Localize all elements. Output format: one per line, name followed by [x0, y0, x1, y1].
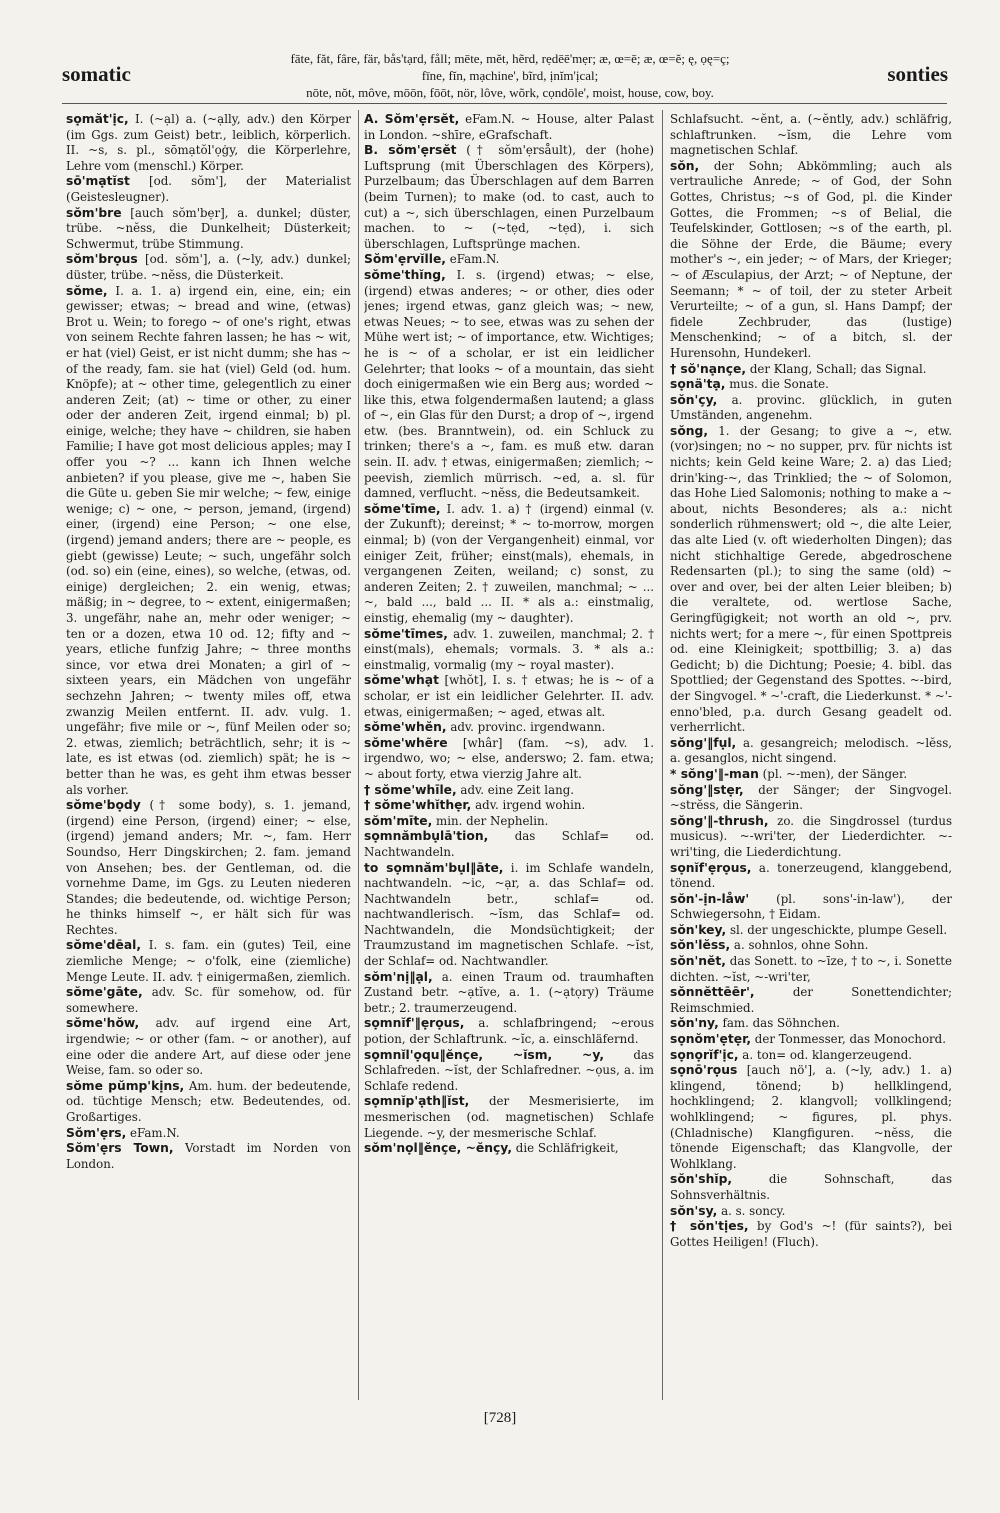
left-guide-word: somatic: [62, 62, 131, 86]
dictionary-entry: [66, 798, 351, 938]
entry-definition: die Sohnschaft, das Sohnsverhältnis.: [670, 1172, 952, 1202]
dictionary-entry: [670, 112, 952, 159]
dictionary-entry: [670, 1063, 952, 1172]
entry-headword: sọmnĭp'ạth‖ĭst,: [364, 1094, 470, 1109]
entry-definition: by God's ~! (für saints?), bei Gottes Heiligen! (Fluch).: [670, 1219, 952, 1249]
entry-definition: adv. eine Zeit lang.: [460, 782, 575, 797]
pronunciation-key: [200, 50, 820, 101]
entry-headword: Sŏm'ẹrvĭlle,: [364, 252, 446, 267]
entry-definition: das Schlafreden. ~ĭst, der Schlafredner. ~ọus, a. im Schlafe redend.: [364, 1047, 654, 1093]
entry-headword: sŏme'bọdy: [66, 798, 141, 813]
page-number: [728]: [483, 1410, 517, 1426]
dictionary-entry: [364, 783, 654, 799]
dictionary-entry: [670, 861, 952, 892]
dictionary-entry: [670, 923, 952, 939]
dictionary-entry: [670, 892, 952, 923]
entry-headword: † sŏme'whīle,: [364, 782, 457, 797]
dictionary-entry: [364, 1141, 654, 1157]
entry-definition: († sŏm'ẹrsåult), der (hohe) Luftsprung (mit Überschlagen des Körpers), Purzelbaum; das Überschlagen auf dem Barren (beim Turnen); to make (od. to cast, auch to cut) a ~, sich überschlagen, einen Purzelbaum machen. to ~ (~tẹd, ~tẹd), i. sich überschlagen, Luftsprünge machen.: [364, 143, 654, 251]
entry-headword: sọmnĭf'‖ẹrọus,: [364, 1016, 465, 1031]
entry-headword: † sŏme'whĭthẹr,: [364, 798, 472, 813]
entry-definition: adv. auf irgend eine Art, irgendwie; ~ or other (fam. ~ or another), auf eine oder die andere Art, auf diese oder jene Weise, fam. so oder so.: [66, 1016, 351, 1078]
entry-definition: [od. sŏm'], a. (~ly, adv.) dunkel; düster, trübe. ~nĕss, die Düsterkeit.: [66, 252, 351, 282]
entry-headword: sŏn'ny,: [670, 1016, 719, 1031]
right-guide-word: sonties: [887, 62, 948, 86]
dictionary-entry: [670, 1204, 952, 1220]
dictionary-entry: [670, 938, 952, 954]
entry-headword: sŏme pŭmp'kịns,: [66, 1078, 185, 1093]
entry-headword: sŏn'nĕt,: [670, 954, 726, 969]
column-1: [66, 112, 351, 1402]
dictionary-entry: [66, 112, 351, 174]
column-3: [670, 112, 952, 1402]
entry-headword: sŏme'gāte,: [66, 985, 143, 1000]
dictionary-entry: [670, 767, 952, 783]
entry-definition: das Schlaf= od. Nachtwandeln.: [364, 829, 654, 859]
entry-headword: * sŏng'‖-man: [670, 766, 759, 781]
pronunciation-key-line: fīne, fĭn, mạchine', bĩrd, ịnĭm'ịcal;: [421, 68, 599, 83]
entry-headword: sŏm'mīte,: [364, 813, 433, 828]
entry-headword: sọnọrĭf'ịc,: [670, 1047, 739, 1062]
entry-definition: [whâr] (fam. ~s), adv. 1. irgendwo, wo; ~ else, anderswo; 2. fam. etwa; ~ about forty, etwa vierzig Jahre alt.: [364, 735, 654, 781]
entry-definition: adv. Sc. für somehow, od. für somewhere.: [66, 985, 351, 1015]
dictionary-entry: [670, 1016, 952, 1032]
entry-headword: sŏng'‖-thrush,: [670, 813, 769, 828]
entry-definition: der Sonettendichter; Reimschmied.: [670, 985, 952, 1015]
entry-definition: der Mesmerisierte, im mesmerischen (od. magnetischen) Schlafe Liegende. ~y, der mesmerische Schlaf.: [364, 1094, 654, 1140]
dictionary-entry: [66, 1126, 351, 1142]
entry-definition: der Sänger; der Singvogel. ~strĕss, die Sängerin.: [670, 782, 952, 813]
entry-headword: † sŏ'nạnçe,: [670, 361, 747, 376]
dictionary-entry: [66, 1141, 351, 1172]
dictionary-entry: [670, 814, 952, 861]
dictionary-entry: [670, 362, 952, 378]
entry-headword: sŏn'key,: [670, 922, 727, 937]
entry-definition: der Sohn; Abkömmling; auch als vertrauliche Anrede; ~ of God, der Sohn Gottes, Christus; ~s of God, pl. die Kinder Gottes, die Frommen; ~s of Belial, die Teufelskinder, Gottlosen; ~s of the earth, pl. die Söhne der Erde, die Bäume; every mother's ~, ein jeder; ~ of Mars, der Krieger; ~ of Æsculapius, der Arzt; ~ of Neptune, der Seemann; * ~ of toil, der zu steter Arbeit Verurteilte; ~ of a gun, sl. Hans Dampf; der fidele Zechbruder, das (lustige) Menschenkind; ~ of a bitch, sl. der Hurensohn, Hundekerl.: [670, 158, 952, 360]
dictionary-entry: [66, 252, 351, 283]
dictionary-entry: [66, 174, 351, 205]
entry-headword: sŏme'whĕn,: [364, 720, 447, 735]
dictionary-entry: [364, 720, 654, 736]
entry-definition: sl. der ungeschickte, plumpe Gesell.: [729, 922, 948, 937]
entry-headword: sŏn'-ịn-låw': [670, 891, 750, 906]
entry-definition: a. ton= od. klangerzeugend.: [742, 1047, 913, 1062]
dictionary-entry: [66, 284, 351, 799]
entry-headword: sŏn'çy,: [670, 392, 718, 407]
entry-headword: sŏm'nọl‖ĕnçe, ~ĕnçy,: [364, 1141, 513, 1156]
dictionary-entry: [364, 673, 654, 720]
entry-definition: zo. die Singdrossel (turdus musicus). ~-wri'ter, der Liederdichter. ~-wri'ting, die Liederdichtung.: [670, 813, 952, 859]
entry-definition: Vorstadt im Norden von London.: [66, 1141, 351, 1171]
entry-headword: sŏm'brọus: [66, 252, 138, 267]
dictionary-entry: [670, 377, 952, 393]
entry-definition: [auch nö'], a. (~ly, adv.) 1. a) klingend, tönend; b) hellklingend, hochklingend; 2. klangvoll; vollklingend; wohlklingend; ~ figures, pl. phys. (Chladnische) Klangfiguren. ~nĕss, die tönende Eigenschaft; das Klangvolle, der Wohlklang.: [670, 1063, 952, 1171]
entry-definition: I. a. 1. a) irgend ein, eine, ein; ein gewisser; etwas; ~ bread and wine, (etwas) Brot u. Wein; to forego ~ of one's right, etwas von seinem Rechte fahren lassen; he has ~ wit, er hat (viel) Geist, er ist nicht dumm; she has ~ of the ready, fam. sie hat (viel) Geld (od. hum. Knöpfe); at ~ other time, gelegentlich zu einer anderen Zeit; (at) ~ time or other, zu einer oder der anderen Zeit, irgend einmal; b) pl. einige, welche; they have ~ children, sie haben Familie; I have got most delicious apples; may I offer you ~? ... kann ich Ihnen welche anbieten? if you please, give me ~, haben Sie die Güte u. geben Sie mir welche; ~ few, einige wenige; c) ~ one, ~ person, jemand, (irgend) einer, (irgend) eine Person; ~ one else, (irgend) jemand anders; there are ~ people, es giebt (gewisse) Leute; ~ such, ungefähr solch (od. so) ein (eine, eines), so welche, (etwas, od. einige) dergleichen; 2. ein wenig, etwas; mäßig; in ~ degree, to ~ extent, einigermaßen; 3. ungefähr, nahe an, mehr oder weniger; ~ ten or a dozen, etwa 10 od. 12; fifty and ~ years, etliche funfzig Jahre; ~ three months since, vor etwa drei Monaten; a girl of ~ sixteen years, ein Mädchen von ungefähr sechzehn Jahren; ~ twenty miles off, etwa zwanzig Meilen entfernt. II. adv. vulg. 1. ungefähr; five mile or ~, fünf Meilen oder so; 2. etwas, ziemlich; beträchtlich, sehr; it is ~ late, es ist etwas (od. ziemlich) spät; he is ~ better than he was, es geht ihm etwas besser als vorher.: [66, 283, 351, 797]
entry-headword: sŏme'whạt: [364, 673, 439, 688]
pronunciation-key-line: nōte, nŏt, môve, mōōn, fōōt, nör, lôve, wõrk, cọndōle', moist, house, cow, boy.: [306, 85, 714, 100]
column-divider: [662, 110, 663, 1400]
entry-headword: sŏme'tīmes,: [364, 626, 448, 641]
entry-headword: sọmăt'ịc,: [66, 112, 129, 126]
dictionary-entry: [364, 1016, 654, 1047]
dictionary-entry: [66, 1016, 351, 1078]
entry-definition: [auch sŏm'bẹr], a. dunkel; düster, trübe. ~nĕss, die Dunkelheit; Düsterkeit; Schwermut, trübe Stimmung.: [66, 205, 351, 251]
dictionary-entry: [364, 798, 654, 814]
entry-definition: adv. irgend wohin.: [475, 798, 586, 813]
dictionary-entry: [364, 970, 654, 1017]
dictionary-entry: [364, 502, 654, 627]
entry-headword: sŏme'tīme,: [364, 501, 441, 516]
entry-definition: 1. der Gesang; to give a ~, etw. (vor)singen; no ~ no supper, prv. für nichts ist nichts; kein Geld keine Ware; 2. a) das Lied; drin'king-~, das Trinklied; the ~ of Solomon, das Hohe Lied Salomonis; nothing to make a ~ about, nichts Besonderes; als a.: nicht sonderlich rühmenswert; old ~, die alte Leier, das alte Lied (v. oft wiederholten Dingen); das nicht stichhaltige Gerede, abgedroschene Redensarten (pl.); to sing the same (old) ~ over and over, bei der alten Leier bleiben; b) die veraltete, od. wertlose Sache, Geringfügigkeit; not worth an old ~, prv. nichts wert; for a mere ~, für einen Spottpreis od. eine Kleinigkeit; spottbillig; 3. a) das Gedicht; b) die Dichtung; Poesie; 4. bibl. das Spottlied; der Gegenstand des Spottes. ~-bird, der Singvogel. * ~'-craft, die Liederkunst. * ~'-enno'bled, p.a. durch Gesang geadelt od. verherrlicht.: [670, 423, 952, 735]
entry-headword: B. sŏm'ẹrsĕt: [364, 143, 457, 158]
dictionary-entry: [670, 1032, 952, 1048]
dictionary-entry: [364, 112, 654, 143]
dictionary-entry: [364, 861, 654, 970]
entry-headword: sŏme'whẽre: [364, 735, 448, 750]
dictionary-entry: [670, 159, 952, 362]
dictionary-entry: [66, 206, 351, 253]
entry-headword: sŏm'bre: [66, 205, 122, 220]
entry-definition: a. sohnlos, ohne Sohn.: [733, 938, 869, 953]
entry-definition: min. der Nephelin.: [436, 813, 549, 828]
entry-headword: sŏn'sy,: [670, 1203, 718, 1218]
entry-definition: adv. 1. zuweilen, manchmal; 2. † einst(mals), ehemals; vormals. 3. * als a.: einstmalig, vormalig (my ~ royal master).: [364, 626, 654, 672]
entry-headword: sŏn'shĭp,: [670, 1172, 733, 1187]
entry-definition: mus. die Sonate.: [729, 377, 829, 392]
entry-definition: a. provinc. glücklich, in guten Umständen, angenehm.: [670, 392, 952, 423]
entry-definition: [whŏt], I. s. † etwas; he is ~ of a scholar, er ist ein leidlicher Gelehrter. II. adv. etwas, einigermaßen; ~ aged, etwas alt.: [364, 673, 654, 719]
entry-headword: sŏnnĕttēēr',: [670, 985, 755, 1000]
column-2: [364, 112, 654, 1402]
header-rule: [62, 103, 947, 104]
entry-headword: sŏng,: [670, 423, 708, 438]
dictionary-entry: [670, 954, 952, 985]
entry-headword: sŏme'dēal,: [66, 938, 142, 953]
dictionary-entry: [670, 1048, 952, 1064]
dictionary-entry: [364, 814, 654, 830]
dictionary-entry: [670, 985, 952, 1016]
dictionary-entry: [364, 627, 654, 674]
dictionary-entry: [670, 783, 952, 814]
entry-headword: sŏme,: [66, 283, 108, 298]
entry-definition: a. gesangreich; melodisch. ~lĕss, a. gesanglos, nicht singend.: [670, 735, 952, 766]
entry-headword: Sŏm'ẹrs Town,: [66, 1141, 174, 1156]
entry-definition: (pl. sons'-in-law'), der Schwiegersohn, † Eidam.: [670, 891, 952, 922]
entry-definition: der Klang, Schall; das Signal.: [749, 361, 927, 376]
entry-definition: I. s. fam. ein (gutes) Teil, eine ziemliche Menge; ~ o'folk, eine (ziemliche) Menge Leute. II. adv. † einigermaßen, ziemlich.: [66, 938, 351, 984]
entry-headword: sọnä'tạ,: [670, 377, 726, 392]
entry-headword: sŏng'‖stẹr,: [670, 782, 744, 797]
entry-headword: sọmnămbụlā'tion,: [364, 829, 489, 844]
dictionary-entry: [364, 829, 654, 860]
dictionary-entry: [364, 252, 654, 268]
dictionary-entry: [364, 736, 654, 783]
entry-definition: a. s. soncy.: [721, 1203, 786, 1218]
dictionary-entry: [670, 393, 952, 424]
entry-definition: adv. provinc. irgendwann.: [450, 720, 606, 735]
entry-headword: A. Sŏm'ẹrsĕt,: [364, 112, 460, 126]
entry-definition: das Sonett. to ~īze, † to ~, i. Sonette dichten. ~ĭst, ~-wri'ter,: [670, 954, 952, 984]
entry-definition: I. adv. 1. a) † (irgend) einmal (v. der Zukunft); dereinst; * ~ to-morrow, morgen einmal; b) (von der Vergangenheit) einmal, vor einiger Zeit, früher; einst(mals), ehemals, in vergangenen Zeiten, weiland; c) sonst, zu anderen Zeiten; 2. † zuweilen, manchmal; ~ ... ~, bald ..., bald ... II. * als a.: einstmalig, einstig, ehemalig (my ~ daughter).: [364, 501, 654, 625]
entry-headword: sŏng'‖fụl,: [670, 735, 737, 750]
entry-headword: sọnĭf'ẹrọus,: [670, 860, 752, 875]
entry-definition: a. schlafbringend; ~erous potion, der Schlaftrunk. ~ĭc, a. einschläfernd.: [364, 1016, 654, 1047]
dictionary-entry: [364, 1094, 654, 1141]
entry-headword: sŏme'hŏw,: [66, 1016, 140, 1031]
entry-definition: eFam.N.: [449, 252, 500, 267]
dictionary-entry: [364, 1048, 654, 1095]
entry-definition: I. s. (irgend) etwas; ~ else, (irgend) etwas anderes; ~ or other, dies oder jenes; irgend etwas, ganz gleich was; ~ new, etwas Neues; ~ to see, etwas was zu sehen der Mühe wert ist; ~ of importance, etw. Wichtiges; he is ~ of a scholar, er ist ein leidlicher Gelehrter; that looks ~ of a mountain, das sieht doch einigermaßen wie ein Berg aus; worded ~ like this, etwa folgendermaßen lautend; a glass of ~, ein Glas für den Durst; a drop of ~, irgend etw. (bes. Branntwein), od. ein Schluck zu trinken; there's a ~, fam. es muß etw. daran sein. II. adv. † etwas, einigermaßen; ziemlich; ~ peevish, ziemlich mürrisch. ~ed, a. sl. für damned, verflucht. ~nĕss, die Bedeutsamkeit.: [364, 267, 654, 501]
entry-headword: to sọmnăm'bụl‖āte,: [364, 860, 504, 875]
dictionary-entry: [364, 268, 654, 502]
dictionary-entry: [66, 1079, 351, 1126]
dictionary-entry: [670, 424, 952, 736]
entry-definition: Am. hum. der bedeutende, od. tüchtige Mensch; etw. Bedeutendes, od. Großartiges.: [66, 1078, 351, 1124]
entry-definition: i. im Schlafe wandeln, nachtwandeln. ~ic, ~ạr, a. das Schlaf= od. Nachtwandeln betr., schlaf= od. nachtwandlerisch. ~ĭsm, das Schlaf= od. Nachtwandeln, die Mondsüchtigkeit; der Traumzustand im magnetischen Schlafe. ~ĭst, der Schlaf= od. Nachtwandler.: [364, 860, 654, 969]
dictionary-entry: [670, 1219, 952, 1250]
entry-headword: sŏme'thĭng,: [364, 267, 446, 282]
entry-definition: [od. sŏm'], der Materialist (Geistesleugner).: [66, 174, 351, 204]
dictionary-entry: [364, 143, 654, 252]
entry-definition: († some body), s. 1. jemand, (irgend) eine Person, (irgend) einer; ~ else, (irgend) jemand anders; Mr. ~, fam. Herr Soundso, Herr Dingskirchen; 2. fam. jemand von Ansehen; bes. der Gentleman, od. die vornehme Dame, im Ggs. zu Leuten niederen Standes; die bedeutende, od. wichtige Person; he thinks himself ~, er hält sich für was Rechtes.: [66, 798, 351, 937]
column-divider: [358, 110, 359, 1400]
dictionary-entry: [670, 1172, 952, 1203]
dictionary-entry: [670, 736, 952, 767]
entry-definition: der Tonmesser, das Monochord.: [754, 1032, 946, 1047]
entry-headword: sọnō'rọus: [670, 1063, 738, 1078]
entry-definition: die Schläfrigkeit,: [515, 1141, 619, 1156]
entry-headword: † sŏn'tịes,: [670, 1219, 749, 1234]
entry-definition: fam. das Söhnchen.: [722, 1016, 840, 1031]
entry-headword: sŏm'nị‖ạl,: [364, 969, 433, 984]
entry-headword: sọmnĭl'ọqu‖ĕnçe, ~ĭsm, ~y,: [364, 1047, 605, 1062]
entry-definition: a. tonerzeugend, klanggebend, tönend.: [670, 860, 952, 891]
entry-headword: sọnŏm'ẹtẹr,: [670, 1032, 752, 1047]
entry-definition: (pl. ~-men), der Sänger.: [762, 766, 908, 781]
entry-definition: Schlafsucht. ~ĕnt, a. (~ĕntly, adv.) schläfrig, schlaftrunken. ~ĭsm, die Lehre vom magnetischen Schlaf.: [670, 112, 952, 158]
entry-definition: eFam.N. ~ House, alter Palast in London. ~shīre, eGrafschaft.: [364, 112, 654, 142]
entry-definition: a. einen Traum od. traumhaften Zustand betr. ~ạtĭve, a. 1. (~ạtọry) Träume betr.; 2. traumerzeugend.: [364, 969, 654, 1015]
entry-definition: I. (~ạl) a. (~ạlly, adv.) den Körper (im Ggs. zum Geist) betr., leiblich, körperlich. II. ~s, s. pl., sōmạtŏl'ọġy, die Körperlehre, Lehre vom (menschl.) Körper.: [66, 112, 351, 173]
dictionary-entry: [66, 985, 351, 1016]
entry-definition: eFam.N.: [130, 1125, 180, 1140]
entry-headword: Sŏm'ẹrs,: [66, 1125, 127, 1140]
dictionary-entry: [66, 938, 351, 985]
entry-headword: sŏn'lĕss,: [670, 938, 731, 953]
entry-headword: sŏn,: [670, 158, 700, 173]
entry-headword: sō'mạtĭst: [66, 174, 130, 189]
pronunciation-key-line: fāte, făt, fâre, fär, bås'tạrd, fåll; mēte, mĕt, hẽrd, rẹdēē'mẹr; æ, œ=ē; æ, œ=ĕ; ę, ọę=ç;: [290, 51, 730, 66]
